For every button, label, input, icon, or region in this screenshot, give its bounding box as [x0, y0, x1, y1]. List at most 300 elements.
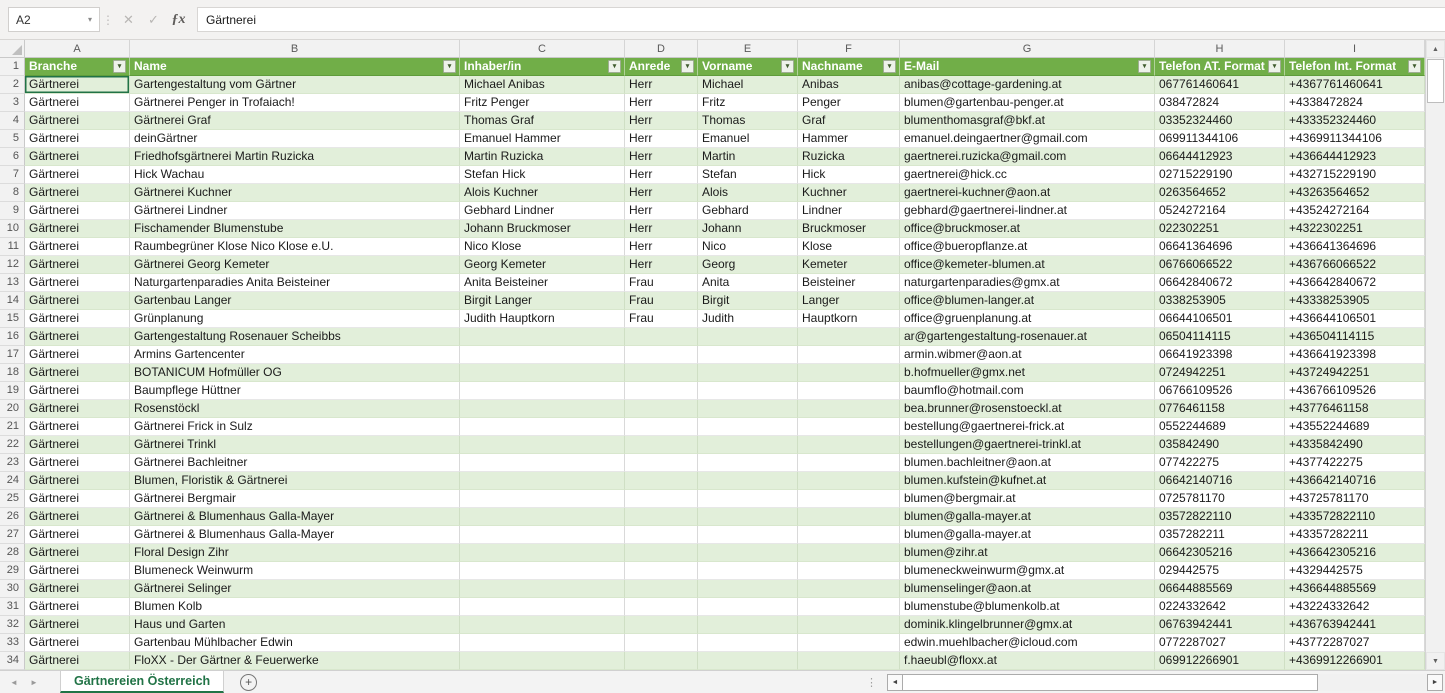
cell-A19[interactable]: Gärtnerei	[25, 382, 130, 400]
row-number-11[interactable]: 11	[0, 238, 25, 256]
cell-I5[interactable]: +4369911344106	[1285, 130, 1425, 148]
cell-H28[interactable]: 06642305216	[1155, 544, 1285, 562]
cell-B10[interactable]: Fischamender Blumenstube	[130, 220, 460, 238]
cell-A17[interactable]: Gärtnerei	[25, 346, 130, 364]
cell-B18[interactable]: BOTANICUM Hofmüller OG	[130, 364, 460, 382]
cell-E18[interactable]	[698, 364, 798, 382]
row-number-12[interactable]: 12	[0, 256, 25, 274]
cell-E4[interactable]: Thomas	[698, 112, 798, 130]
cell-E11[interactable]: Nico	[698, 238, 798, 256]
row-number-15[interactable]: 15	[0, 310, 25, 328]
cell-I14[interactable]: +43338253905	[1285, 292, 1425, 310]
cell-D25[interactable]	[625, 490, 698, 508]
cell-A7[interactable]: Gärtnerei	[25, 166, 130, 184]
cell-A4[interactable]: Gärtnerei	[25, 112, 130, 130]
cell-H27[interactable]: 0357282211	[1155, 526, 1285, 544]
cell-E30[interactable]	[698, 580, 798, 598]
row-number-30[interactable]: 30	[0, 580, 25, 598]
cell-C25[interactable]	[460, 490, 625, 508]
cell-F13[interactable]: Beisteiner	[798, 274, 900, 292]
cell-G6[interactable]: gaertnerei.ruzicka@gmail.com	[900, 148, 1155, 166]
cell-H12[interactable]: 06766066522	[1155, 256, 1285, 274]
cell-G25[interactable]: blumen@bergmair.at	[900, 490, 1155, 508]
cell-H20[interactable]: 0776461158	[1155, 400, 1285, 418]
cell-C26[interactable]	[460, 508, 625, 526]
cell-E29[interactable]	[698, 562, 798, 580]
cell-H32[interactable]: 06763942441	[1155, 616, 1285, 634]
name-box[interactable]	[8, 7, 100, 32]
row-number-17[interactable]: 17	[0, 346, 25, 364]
row-number-29[interactable]: 29	[0, 562, 25, 580]
cell-E31[interactable]	[698, 598, 798, 616]
cell-F10[interactable]: Bruckmoser	[798, 220, 900, 238]
row-number-5[interactable]: 5	[0, 130, 25, 148]
cell-H30[interactable]: 06644885569	[1155, 580, 1285, 598]
cell-B14[interactable]: Gartenbau Langer	[130, 292, 460, 310]
row-number-13[interactable]: 13	[0, 274, 25, 292]
cell-C23[interactable]	[460, 454, 625, 472]
cell-G30[interactable]: blumenselinger@aon.at	[900, 580, 1155, 598]
cell-I33[interactable]: +43772287027	[1285, 634, 1425, 652]
vertical-scroll-thumb[interactable]	[1427, 59, 1444, 103]
cell-A18[interactable]: Gärtnerei	[25, 364, 130, 382]
cell-C15[interactable]: Judith Hauptkorn	[460, 310, 625, 328]
cell-I17[interactable]: +436641923398	[1285, 346, 1425, 364]
cell-B19[interactable]: Baumpflege Hüttner	[130, 382, 460, 400]
cell-H24[interactable]: 06642140716	[1155, 472, 1285, 490]
row-number-16[interactable]: 16	[0, 328, 25, 346]
cell-H8[interactable]: 0263564652	[1155, 184, 1285, 202]
cell-G19[interactable]: baumflo@hotmail.com	[900, 382, 1155, 400]
cell-D21[interactable]	[625, 418, 698, 436]
cell-D27[interactable]	[625, 526, 698, 544]
cell-C2[interactable]: Michael Anibas	[460, 76, 625, 94]
cell-E6[interactable]: Martin	[698, 148, 798, 166]
cell-B31[interactable]: Blumen Kolb	[130, 598, 460, 616]
cell-B34[interactable]: FloXX - Der Gärtner & Feuerwerke	[130, 652, 460, 670]
cell-I6[interactable]: +436644412923	[1285, 148, 1425, 166]
cell-F31[interactable]	[798, 598, 900, 616]
cell-G7[interactable]: gaertnerei@hick.cc	[900, 166, 1155, 184]
cell-A8[interactable]: Gärtnerei	[25, 184, 130, 202]
cell-H13[interactable]: 06642840672	[1155, 274, 1285, 292]
cell-F29[interactable]	[798, 562, 900, 580]
cell-E3[interactable]: Fritz	[698, 94, 798, 112]
row-number-2[interactable]: 2	[0, 76, 25, 94]
cell-G22[interactable]: bestellungen@gaertnerei-trinkl.at	[900, 436, 1155, 454]
cell-A33[interactable]: Gärtnerei	[25, 634, 130, 652]
cell-B29[interactable]: Blumeneck Weinwurm	[130, 562, 460, 580]
cell-F20[interactable]	[798, 400, 900, 418]
cell-E9[interactable]: Gebhard	[698, 202, 798, 220]
cell-C29[interactable]	[460, 562, 625, 580]
cell-G34[interactable]: f.haeubl@floxx.at	[900, 652, 1155, 670]
row-number-33[interactable]: 33	[0, 634, 25, 652]
cell-G27[interactable]: blumen@galla-mayer.at	[900, 526, 1155, 544]
row-number-4[interactable]: 4	[0, 112, 25, 130]
cell-B11[interactable]: Raumbegrüner Klose Nico Klose e.U.	[130, 238, 460, 256]
cell-H3[interactable]: 038472824	[1155, 94, 1285, 112]
cell-G29[interactable]: blumeneckweinwurm@gmx.at	[900, 562, 1155, 580]
cell-B8[interactable]: Gärtnerei Kuchner	[130, 184, 460, 202]
cell-D16[interactable]	[625, 328, 698, 346]
cell-H29[interactable]: 029442575	[1155, 562, 1285, 580]
cell-C20[interactable]	[460, 400, 625, 418]
cell-D15[interactable]: Frau	[625, 310, 698, 328]
cell-C10[interactable]: Johann Bruckmoser	[460, 220, 625, 238]
cell-B27[interactable]: Gärtnerei & Blumenhaus Galla-Mayer	[130, 526, 460, 544]
cell-D13[interactable]: Frau	[625, 274, 698, 292]
cell-I2[interactable]: +4367761460641	[1285, 76, 1425, 94]
cell-G5[interactable]: emanuel.deingaertner@gmail.com	[900, 130, 1155, 148]
cell-G20[interactable]: bea.brunner@rosenstoeckl.at	[900, 400, 1155, 418]
cell-C9[interactable]: Gebhard Lindner	[460, 202, 625, 220]
cell-G9[interactable]: gebhard@gaertnerei-lindner.at	[900, 202, 1155, 220]
cell-H16[interactable]: 06504114115	[1155, 328, 1285, 346]
cell-A22[interactable]: Gärtnerei	[25, 436, 130, 454]
cell-B22[interactable]: Gärtnerei Trinkl	[130, 436, 460, 454]
cell-C28[interactable]	[460, 544, 625, 562]
cell-E32[interactable]	[698, 616, 798, 634]
cell-G28[interactable]: blumen@zihr.at	[900, 544, 1155, 562]
cell-E14[interactable]: Birgit	[698, 292, 798, 310]
filter-dropdown-icon[interactable]: ▾	[443, 60, 456, 73]
cell-I19[interactable]: +436766109526	[1285, 382, 1425, 400]
cell-F3[interactable]: Penger	[798, 94, 900, 112]
cell-H26[interactable]: 03572822110	[1155, 508, 1285, 526]
cell-B21[interactable]: Gärtnerei Frick in Sulz	[130, 418, 460, 436]
cell-E25[interactable]	[698, 490, 798, 508]
cell-F23[interactable]	[798, 454, 900, 472]
cell-F32[interactable]	[798, 616, 900, 634]
row-number-25[interactable]: 25	[0, 490, 25, 508]
cell-D24[interactable]	[625, 472, 698, 490]
cell-H6[interactable]: 06644412923	[1155, 148, 1285, 166]
filter-dropdown-icon[interactable]: ▾	[781, 60, 794, 73]
row-number-6[interactable]: 6	[0, 148, 25, 166]
scroll-left-icon[interactable]: ◄	[887, 674, 903, 691]
cell-E2[interactable]: Michael	[698, 76, 798, 94]
cell-H21[interactable]: 0552244689	[1155, 418, 1285, 436]
row-number-3[interactable]: 3	[0, 94, 25, 112]
cell-A26[interactable]: Gärtnerei	[25, 508, 130, 526]
cell-D18[interactable]	[625, 364, 698, 382]
cell-C7[interactable]: Stefan Hick	[460, 166, 625, 184]
cell-A20[interactable]: Gärtnerei	[25, 400, 130, 418]
cell-G11[interactable]: office@bueropflanze.at	[900, 238, 1155, 256]
column-header-C[interactable]: C	[460, 40, 625, 58]
cell-F5[interactable]: Hammer	[798, 130, 900, 148]
cell-H10[interactable]: 022302251	[1155, 220, 1285, 238]
cell-G14[interactable]: office@blumen-langer.at	[900, 292, 1155, 310]
cell-F25[interactable]	[798, 490, 900, 508]
cell-F17[interactable]	[798, 346, 900, 364]
row-number-26[interactable]: 26	[0, 508, 25, 526]
cell-B20[interactable]: Rosenstöckl	[130, 400, 460, 418]
cell-C4[interactable]: Thomas Graf	[460, 112, 625, 130]
row-number-22[interactable]: 22	[0, 436, 25, 454]
cell-A3[interactable]: Gärtnerei	[25, 94, 130, 112]
cell-F34[interactable]	[798, 652, 900, 670]
column-header-G[interactable]: G	[900, 40, 1155, 58]
cell-D19[interactable]	[625, 382, 698, 400]
cell-D26[interactable]	[625, 508, 698, 526]
cell-I12[interactable]: +436766066522	[1285, 256, 1425, 274]
cell-I26[interactable]: +433572822110	[1285, 508, 1425, 526]
filter-dropdown-icon[interactable]: ▾	[608, 60, 621, 73]
horizontal-scroll-thumb[interactable]	[903, 674, 1318, 691]
cell-E13[interactable]: Anita	[698, 274, 798, 292]
cell-B7[interactable]: Hick Wachau	[130, 166, 460, 184]
cell-A2[interactable]: Gärtnerei	[25, 76, 130, 94]
cell-D23[interactable]	[625, 454, 698, 472]
cell-G18[interactable]: b.hofmueller@gmx.net	[900, 364, 1155, 382]
cell-A13[interactable]: Gärtnerei	[25, 274, 130, 292]
cell-E19[interactable]	[698, 382, 798, 400]
cell-C3[interactable]: Fritz Penger	[460, 94, 625, 112]
cell-E12[interactable]: Georg	[698, 256, 798, 274]
row-number-9[interactable]: 9	[0, 202, 25, 220]
cell-I29[interactable]: +4329442575	[1285, 562, 1425, 580]
cell-I25[interactable]: +43725781170	[1285, 490, 1425, 508]
header-cell-D1[interactable]	[625, 58, 698, 76]
header-cell-H1[interactable]	[1155, 58, 1285, 76]
cell-A28[interactable]: Gärtnerei	[25, 544, 130, 562]
cell-F16[interactable]	[798, 328, 900, 346]
cell-F6[interactable]: Ruzicka	[798, 148, 900, 166]
cell-D32[interactable]	[625, 616, 698, 634]
cell-A29[interactable]: Gärtnerei	[25, 562, 130, 580]
cell-C30[interactable]	[460, 580, 625, 598]
scroll-right-icon[interactable]: ►	[1427, 674, 1443, 691]
cell-E24[interactable]	[698, 472, 798, 490]
cell-H22[interactable]: 035842490	[1155, 436, 1285, 454]
cell-E16[interactable]	[698, 328, 798, 346]
cell-C16[interactable]	[460, 328, 625, 346]
cell-A27[interactable]: Gärtnerei	[25, 526, 130, 544]
cell-I30[interactable]: +436644885569	[1285, 580, 1425, 598]
header-cell-F1[interactable]	[798, 58, 900, 76]
insert-function-icon[interactable]: ƒx	[171, 11, 186, 27]
cell-G16[interactable]: ar@gartengestaltung-rosenauer.at	[900, 328, 1155, 346]
cell-I28[interactable]: +436642305216	[1285, 544, 1425, 562]
cell-I31[interactable]: +43224332642	[1285, 598, 1425, 616]
row-number-7[interactable]: 7	[0, 166, 25, 184]
cell-E10[interactable]: Johann	[698, 220, 798, 238]
row-number-23[interactable]: 23	[0, 454, 25, 472]
cell-B4[interactable]: Gärtnerei Graf	[130, 112, 460, 130]
cell-F33[interactable]	[798, 634, 900, 652]
cell-H7[interactable]: 02715229190	[1155, 166, 1285, 184]
cell-I13[interactable]: +436642840672	[1285, 274, 1425, 292]
cell-C11[interactable]: Nico Klose	[460, 238, 625, 256]
row-number-10[interactable]: 10	[0, 220, 25, 238]
column-header-H[interactable]: H	[1155, 40, 1285, 58]
cell-H18[interactable]: 0724942251	[1155, 364, 1285, 382]
cell-I18[interactable]: +43724942251	[1285, 364, 1425, 382]
cell-A32[interactable]: Gärtnerei	[25, 616, 130, 634]
cell-F18[interactable]	[798, 364, 900, 382]
cell-B5[interactable]: deinGärtner	[130, 130, 460, 148]
cell-I21[interactable]: +43552244689	[1285, 418, 1425, 436]
cell-D7[interactable]: Herr	[625, 166, 698, 184]
cell-H33[interactable]: 0772287027	[1155, 634, 1285, 652]
prev-sheet-icon[interactable]: ◄	[10, 677, 18, 687]
cell-H14[interactable]: 0338253905	[1155, 292, 1285, 310]
enter-icon[interactable]: ✓	[148, 11, 159, 27]
cell-F21[interactable]	[798, 418, 900, 436]
cell-A21[interactable]: Gärtnerei	[25, 418, 130, 436]
vertical-scrollbar[interactable]	[1425, 40, 1445, 670]
header-cell-G1[interactable]	[900, 58, 1155, 76]
cell-D6[interactable]: Herr	[625, 148, 698, 166]
cell-B25[interactable]: Gärtnerei Bergmair	[130, 490, 460, 508]
cell-H31[interactable]: 0224332642	[1155, 598, 1285, 616]
cell-H4[interactable]: 03352324460	[1155, 112, 1285, 130]
name-box-dropdown-icon[interactable]: ▾	[87, 15, 92, 24]
filter-dropdown-icon[interactable]: ▾	[1268, 60, 1281, 73]
cell-B26[interactable]: Gärtnerei & Blumenhaus Galla-Mayer	[130, 508, 460, 526]
cell-H15[interactable]: 06644106501	[1155, 310, 1285, 328]
cell-F9[interactable]: Lindner	[798, 202, 900, 220]
next-sheet-icon[interactable]: ►	[30, 677, 38, 687]
row-number-21[interactable]: 21	[0, 418, 25, 436]
cell-F28[interactable]	[798, 544, 900, 562]
cell-G4[interactable]: blumenthomasgraf@bkf.at	[900, 112, 1155, 130]
cell-B6[interactable]: Friedhofsgärtnerei Martin Ruzicka	[130, 148, 460, 166]
cell-D11[interactable]: Herr	[625, 238, 698, 256]
cell-F14[interactable]: Langer	[798, 292, 900, 310]
column-header-I[interactable]: I	[1285, 40, 1425, 58]
cell-E20[interactable]	[698, 400, 798, 418]
column-header-D[interactable]: D	[625, 40, 698, 58]
cell-G24[interactable]: blumen.kufstein@kufnet.at	[900, 472, 1155, 490]
cell-I3[interactable]: +4338472824	[1285, 94, 1425, 112]
cell-F24[interactable]	[798, 472, 900, 490]
cell-E26[interactable]	[698, 508, 798, 526]
cell-A34[interactable]: Gärtnerei	[25, 652, 130, 670]
cell-F22[interactable]	[798, 436, 900, 454]
horizontal-scrollbar[interactable]	[885, 671, 1445, 693]
cell-H2[interactable]: 067761460641	[1155, 76, 1285, 94]
cell-G15[interactable]: office@gruenplanung.at	[900, 310, 1155, 328]
cell-I15[interactable]: +436644106501	[1285, 310, 1425, 328]
cell-E33[interactable]	[698, 634, 798, 652]
cell-A11[interactable]: Gärtnerei	[25, 238, 130, 256]
cell-E15[interactable]: Judith	[698, 310, 798, 328]
cell-A23[interactable]: Gärtnerei	[25, 454, 130, 472]
cell-D4[interactable]: Herr	[625, 112, 698, 130]
cell-E8[interactable]: Alois	[698, 184, 798, 202]
cell-B15[interactable]: Grünplanung	[130, 310, 460, 328]
cell-A10[interactable]: Gärtnerei	[25, 220, 130, 238]
cell-C31[interactable]	[460, 598, 625, 616]
cell-G32[interactable]: dominik.klingelbrunner@gmx.at	[900, 616, 1155, 634]
cell-C33[interactable]	[460, 634, 625, 652]
cell-F11[interactable]: Klose	[798, 238, 900, 256]
cell-I4[interactable]: +433352324460	[1285, 112, 1425, 130]
cell-D5[interactable]: Herr	[625, 130, 698, 148]
cell-H9[interactable]: 0524272164	[1155, 202, 1285, 220]
cell-D17[interactable]	[625, 346, 698, 364]
cell-D31[interactable]	[625, 598, 698, 616]
cell-D8[interactable]: Herr	[625, 184, 698, 202]
cell-F30[interactable]	[798, 580, 900, 598]
row-number-27[interactable]: 27	[0, 526, 25, 544]
cell-H25[interactable]: 0725781170	[1155, 490, 1285, 508]
cell-A14[interactable]: Gärtnerei	[25, 292, 130, 310]
cell-H5[interactable]: 069911344106	[1155, 130, 1285, 148]
cell-G3[interactable]: blumen@gartenbau-penger.at	[900, 94, 1155, 112]
filter-dropdown-icon[interactable]: ▾	[681, 60, 694, 73]
cell-B9[interactable]: Gärtnerei Lindner	[130, 202, 460, 220]
cell-C24[interactable]	[460, 472, 625, 490]
cell-C32[interactable]	[460, 616, 625, 634]
cell-C8[interactable]: Alois Kuchner	[460, 184, 625, 202]
cell-B24[interactable]: Blumen, Floristik & Gärtnerei	[130, 472, 460, 490]
cell-F19[interactable]	[798, 382, 900, 400]
cell-C19[interactable]	[460, 382, 625, 400]
cell-B16[interactable]: Gartengestaltung Rosenauer Scheibbs	[130, 328, 460, 346]
cell-I34[interactable]: +4369912266901	[1285, 652, 1425, 670]
cell-F26[interactable]	[798, 508, 900, 526]
cell-I20[interactable]: +43776461158	[1285, 400, 1425, 418]
cell-B32[interactable]: Haus und Garten	[130, 616, 460, 634]
cell-D28[interactable]	[625, 544, 698, 562]
cell-A9[interactable]: Gärtnerei	[25, 202, 130, 220]
cell-I24[interactable]: +436642140716	[1285, 472, 1425, 490]
filter-dropdown-icon[interactable]: ▾	[113, 60, 126, 73]
cell-D12[interactable]: Herr	[625, 256, 698, 274]
cell-I9[interactable]: +43524272164	[1285, 202, 1425, 220]
cell-F7[interactable]: Hick	[798, 166, 900, 184]
vertical-scroll-track[interactable]	[1426, 103, 1445, 652]
cell-I8[interactable]: +43263564652	[1285, 184, 1425, 202]
cell-D14[interactable]: Frau	[625, 292, 698, 310]
cell-C18[interactable]	[460, 364, 625, 382]
cell-B28[interactable]: Floral Design Zihr	[130, 544, 460, 562]
cell-G8[interactable]: gaertnerei-kuchner@aon.at	[900, 184, 1155, 202]
tabbar-resize-handle[interactable]: ⋮	[866, 676, 877, 689]
cell-H17[interactable]: 06641923398	[1155, 346, 1285, 364]
cell-A24[interactable]: Gärtnerei	[25, 472, 130, 490]
cell-I11[interactable]: +436641364696	[1285, 238, 1425, 256]
cell-G13[interactable]: naturgartenparadies@gmx.at	[900, 274, 1155, 292]
cancel-icon[interactable]: ✕	[123, 11, 134, 27]
column-header-F[interactable]: F	[798, 40, 900, 58]
cell-E27[interactable]	[698, 526, 798, 544]
cell-E28[interactable]	[698, 544, 798, 562]
cell-I16[interactable]: +436504114115	[1285, 328, 1425, 346]
cell-I27[interactable]: +43357282211	[1285, 526, 1425, 544]
filter-dropdown-icon[interactable]: ▾	[883, 60, 896, 73]
filter-dropdown-icon[interactable]: ▾	[1138, 60, 1151, 73]
row-number-8[interactable]: 8	[0, 184, 25, 202]
formula-input[interactable]: Gärtnerei	[197, 7, 1445, 32]
cell-G33[interactable]: edwin.muehlbacher@icloud.com	[900, 634, 1155, 652]
cell-C22[interactable]	[460, 436, 625, 454]
cell-C5[interactable]: Emanuel Hammer	[460, 130, 625, 148]
cell-G31[interactable]: blumenstube@blumenkolb.at	[900, 598, 1155, 616]
cell-D3[interactable]: Herr	[625, 94, 698, 112]
cell-F2[interactable]: Anibas	[798, 76, 900, 94]
cell-H11[interactable]: 06641364696	[1155, 238, 1285, 256]
row-number-31[interactable]: 31	[0, 598, 25, 616]
column-header-B[interactable]: B	[130, 40, 460, 58]
cell-E7[interactable]: Stefan	[698, 166, 798, 184]
cell-D29[interactable]	[625, 562, 698, 580]
cell-A12[interactable]: Gärtnerei	[25, 256, 130, 274]
